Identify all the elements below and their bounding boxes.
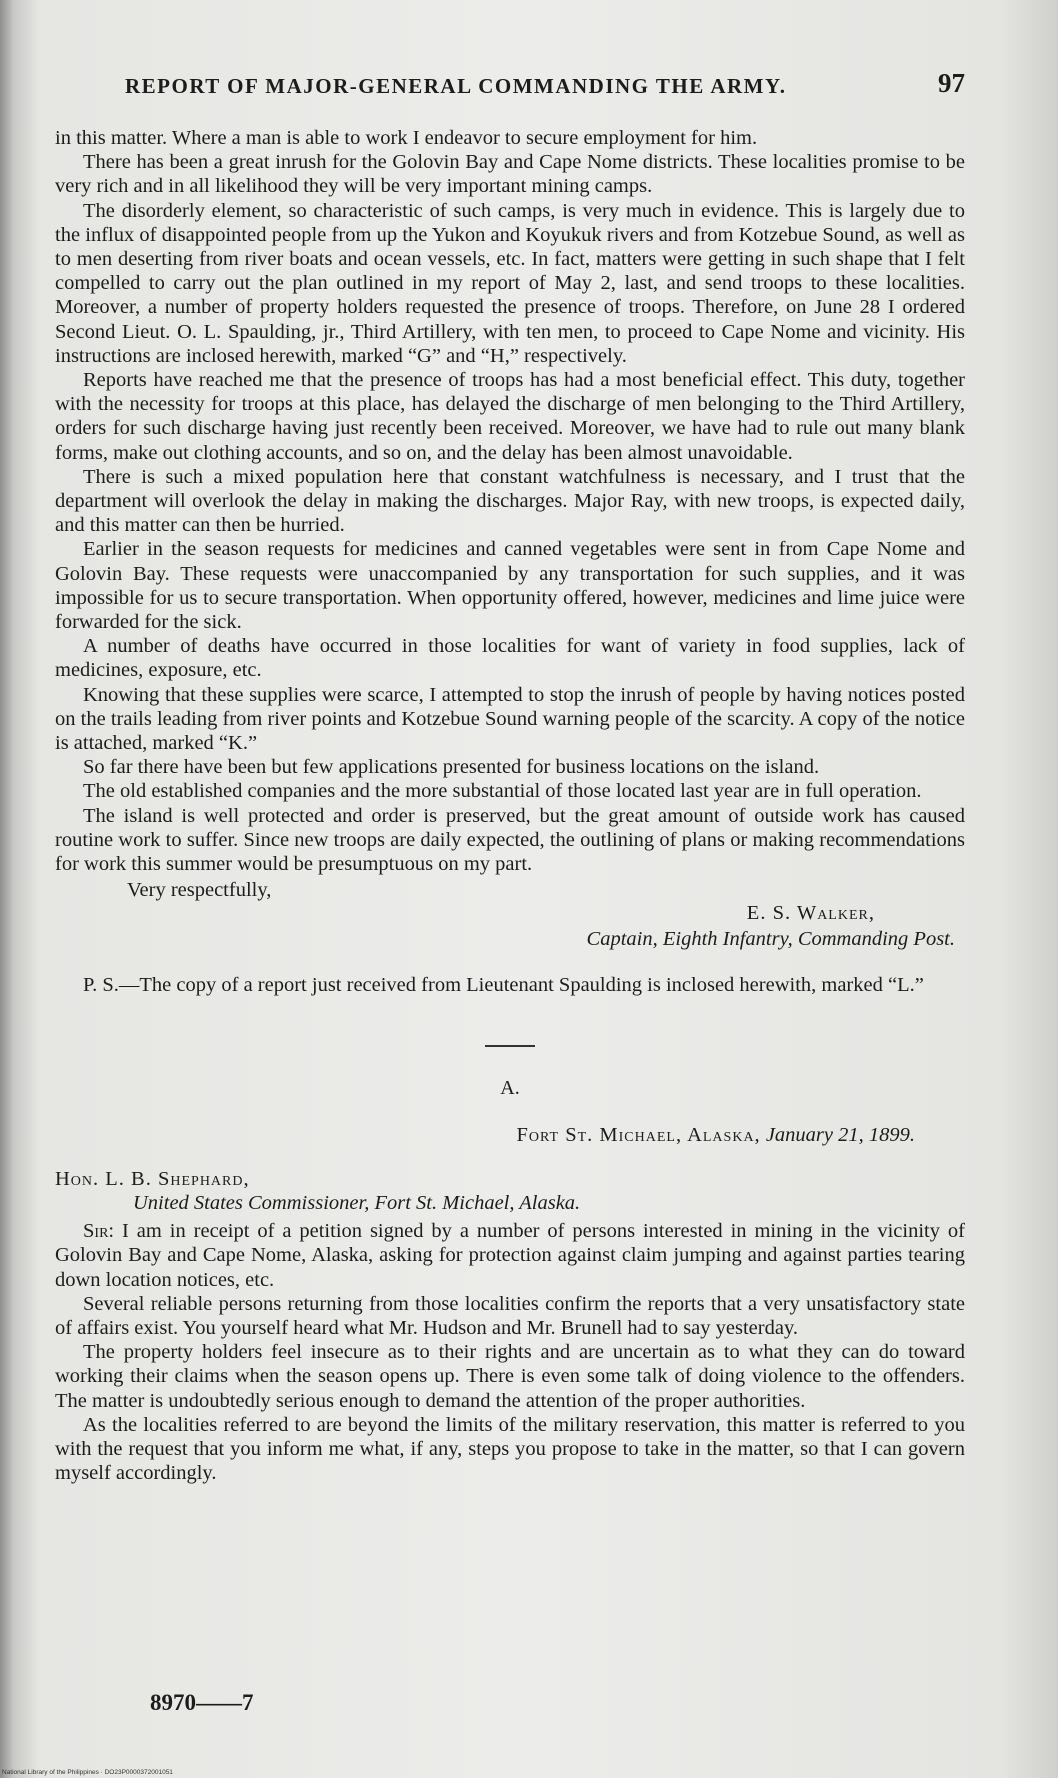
section-divider <box>485 1045 535 1047</box>
dateline-place: Fort St. Michael, Alaska, <box>516 1124 761 1147</box>
signature-name <box>55 901 965 925</box>
report-paragraph: Earlier in the season requests for medicines and canned vegetables were sent in from Cape Nome and Golovin Bay. These requests were unaccompanied by any transportation for such supplies, and it was impossible for us to secure transportation. When opportunity offered, however, medicines and lime juice were forwarded for the sick. <box>55 538 965 634</box>
signer-name: E. S. Walker, <box>746 901 875 924</box>
report-paragraph: Reports have reached me that the presence of troops has had a most beneficial effect. This duty, together with the necessity for troops at this place, has delayed the discharge of men belonging to the Third Artillery, orders for such discharge having just recently been received. Moreover, we have had to rule out many blank forms, make out clothing accounts, and so on, and the delay has been almost unavoidable. <box>55 369 965 464</box>
report-body <box>55 126 965 876</box>
running-head: REPORT OF MAJOR-GENERAL COMMANDING THE ARMY. <box>125 74 787 98</box>
letter-paragraph: The property holders feel insecure as to their rights and are uncertain as to what they can do toward working their claims when the season opens up. There is even some talk of doing violence to the offenders. The matter is undoubtedly serious enough to demand the attention of the proper authorities. <box>55 1341 965 1412</box>
report-paragraph: There has been a great inrush for the Golovin Bay and Cape Nome districts. These localities promise to be very rich and in all likelihood they will be very important mining camps. <box>55 151 965 198</box>
enclosure-letter: A. <box>500 1077 520 1100</box>
report-paragraph: A number of deaths have occurred in those localities for want of variety in food supplies, lack of medicines, exposure, etc. <box>55 635 965 682</box>
letter-paragraph: As the localities referred to are beyond the limits of the military reservation, this matter is referred to you with the request that you inform me what, if any, steps you propose to take in the matter, so that I can govern myself accordingly. <box>55 1413 965 1485</box>
signer-title: Captain, Eighth Infantry, Commanding Post. <box>586 927 955 950</box>
postscript: P. S.—The copy of a report just received from Lieutenant Spaulding is inclosed herewith, marked “L.” <box>83 973 924 996</box>
report-closing <box>55 878 965 951</box>
report-paragraph: The disorderly element, so characteristic of such camps, is very much in evidence. This is largely due to the influx of disappointed people from up the Yukon and Koyukuk rivers and from Kotzebue Sound, as well as to men deserting from river boats and ocean vessels, etc. In fact, matters were getting in such shape that I felt compelled to carry out the plan outlined in my report of May 2, last, and send troops to these localities. Moreover, a number of property holders requested the presence of troops. Therefore, on June 28 I ordered Second Lieut. O. L. Spaulding, jr., Third Artillery, with ten men, to proceed to Cape Nome and vicinity. His instructions are inclosed herewith, marked “G” and “H,” respectively. <box>55 199 965 367</box>
dateline-date: January 21, 1899. <box>765 1124 915 1147</box>
report-paragraph: in this matter. Where a man is able to work I endeavor to secure employment for him. <box>55 127 758 149</box>
dateline <box>55 1124 965 1147</box>
page-body <box>55 126 965 1485</box>
page-number: 97 <box>938 68 965 98</box>
addressee-name: Hon. L. B. Shephard, <box>55 1168 250 1191</box>
printer-signature-mark: 8970——7 <box>150 1690 254 1715</box>
enclosure-body <box>55 1219 965 1485</box>
report-paragraph: Knowing that these supplies were scarce, I attempted to stop the inrush of people by having notices posted on the trails leading from river points and Kotzebue Sound warning people of the scarcity. A copy of the notice is attached, marked “K.” <box>55 683 965 755</box>
letter-paragraph <box>55 1219 965 1292</box>
page-header <box>125 70 965 104</box>
addressee-block <box>55 1167 965 1215</box>
report-paragraph: The island is well protected and order is preserved, but the great amount of outside work has caused routine work to suffer. Since new troops are daily expected, the outlining of plans or making recommendations for work this summer would be presumptuous on my part. <box>55 804 965 876</box>
salutation: Sir: <box>83 1220 115 1243</box>
report-paragraph: So far there have been but few applications presented for business locations on the island. <box>83 756 820 779</box>
letter-paragraph-text: I am in receipt of a petition signed by a number of persons interested in mining in the vicinity of Golovin Bay and Cape Nome, Alaska, asking for protection against claim jumping and against parties tearing down location notices, etc. <box>55 1220 965 1291</box>
report-paragraph: There is such a mixed population here that constant watchfulness is necessary, and I trust that the department will overlook the delay in making the discharges. Major Ray, with new troops, is expected daily, and this matter can then be hurried. <box>55 465 965 537</box>
letter-paragraph: Several reliable persons returning from those localities confirm the reports that a very unsatisfactory state of affairs exist. You yourself heard what Mr. Hudson and Mr. Brunell had to say yesterday. <box>55 1292 965 1339</box>
report-paragraph: The old established companies and the more substantial of those located last year are in full operation. <box>83 780 922 803</box>
addressee-title: United States Commissioner, Fort St. Michael, Alaska. <box>133 1192 581 1215</box>
scan-credit: National Library of the Philippines · DO23P0000372001051 <box>2 1769 173 1776</box>
complimentary-close: Very respectfully, <box>127 879 272 902</box>
